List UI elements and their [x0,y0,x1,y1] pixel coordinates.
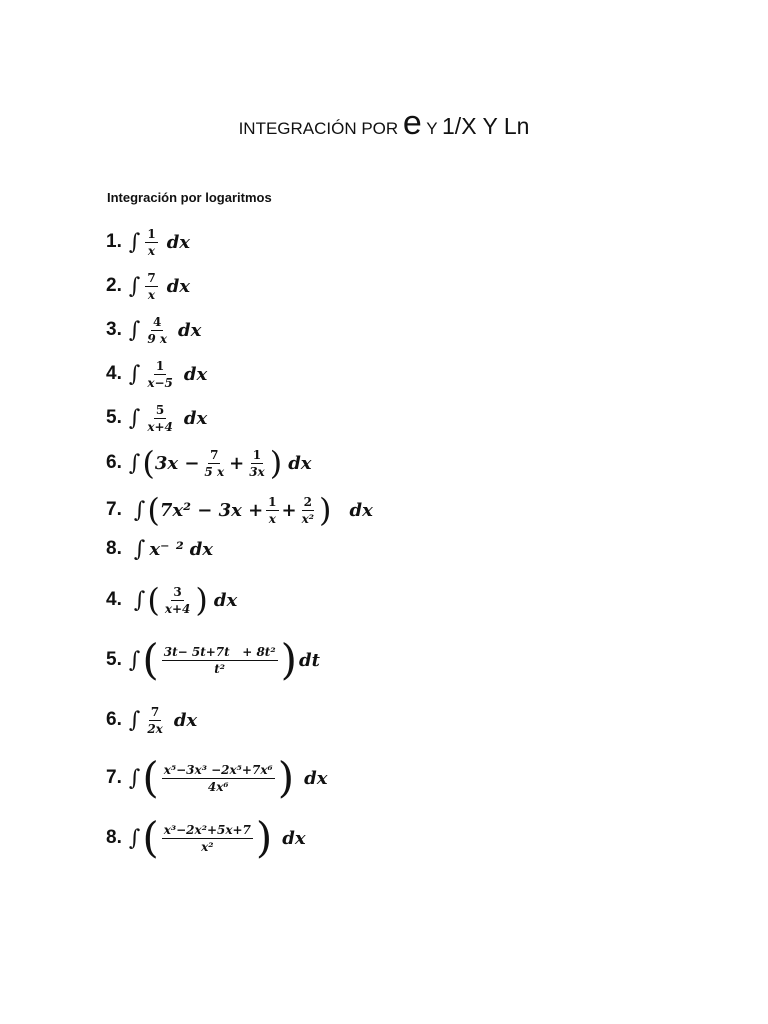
fraction: $\frac{2}{\text{x²}}$ [301,494,315,526]
integral-sign: ∫ [128,707,141,733]
problem-3 [106,310,201,350]
left-paren: ( [147,581,160,619]
problem-number: 6. [106,452,122,473]
integral-sign: ∫ [128,765,141,791]
fraction: $\frac{7}{2x}$ [147,704,163,736]
fraction: $\frac{\text{3t− 5t+7t + 8t²}}{\text{t²}}$ [163,644,276,676]
problem-1 [106,222,190,262]
differential: dx [166,275,191,297]
term: 3x − [154,452,200,474]
problem-8 [106,529,213,569]
differential: dx [304,767,328,789]
fraction: $\frac{1}{x-5}$ [147,358,173,390]
right-paren: ) [195,581,208,619]
differential: dx [288,452,312,474]
fraction: $\frac{7}{5 x}$ [204,447,225,479]
problem-number: 7. [106,767,122,788]
integral-sign: ∫ [133,497,146,523]
integral-sign: ∫ [128,450,141,476]
problem-4b [106,580,237,620]
right-paren: ) [255,813,273,862]
fraction: $\frac{7}{x}$ [147,270,156,302]
differential: dx [166,231,191,253]
right-paren: ) [280,635,297,684]
problem-number: 7. [106,499,122,520]
fraction: $\frac{1}{x}$ [147,226,156,258]
differential: dx [173,709,198,731]
problem-number: 3. [106,319,122,340]
differential: dx [183,407,208,429]
fraction: $\frac{\text{x⁵−3x³ −2x⁵+7x⁶}}{\text{4x⁶}}$ [163,762,273,794]
problem-7 [106,490,373,530]
problem-5b [106,635,320,684]
problem-number: 2. [106,275,122,296]
title-part-2: e [402,104,422,142]
integral-sign: ∫ [128,229,141,255]
fraction: $\frac{4}{9 x}$ [147,314,168,346]
title-part-3: Y [421,119,443,138]
fraction: $\frac{1}{x}$ [268,494,277,526]
differential: dx [213,589,238,611]
problem-7b [106,753,328,802]
problem-4 [106,354,207,394]
plus-sign: + [229,452,245,474]
problem-number: 1. [106,231,122,252]
right-paren: ) [319,491,332,529]
left-paren: ( [142,813,159,862]
integral-sign: ∫ [128,361,141,387]
integral-sign: ∫ [133,587,146,613]
right-paren: ) [277,753,295,802]
integral-sign: ∫ [128,647,141,673]
left-paren: ( [147,491,160,529]
left-paren: ( [142,753,159,802]
integral-sign: ∫ [128,273,141,299]
integral-sign: ∫ [128,825,141,851]
fraction: $\frac{5}{x+4}$ [147,402,173,434]
section-subtitle: Integración por logaritmos [107,190,272,205]
expression: x⁻ ² [149,538,184,560]
fraction: $\frac{1}{3x}$ [249,447,265,479]
document-title [0,104,768,143]
differential: dx [282,827,306,849]
term: 7x² − 3x + [159,499,264,521]
title-part-1: INTEGRACIÓN POR [238,119,403,138]
differential: dt [299,649,320,671]
problem-6 [106,443,312,483]
problem-number: 8. [106,827,122,848]
integral-sign: ∫ [133,536,146,562]
fraction: $\frac{\text{x³−2x²+5x+7}}{\text{x²}}$ [163,822,251,854]
problem-5 [106,398,207,438]
problem-number: 5. [106,649,122,670]
left-paren: ( [142,635,159,684]
right-paren: ) [269,444,283,482]
problem-number: 4. [106,363,122,384]
problem-number: 8. [106,538,122,559]
left-paren: ( [142,444,155,482]
differential: dx [349,499,373,521]
fraction: $\frac{3}{x+4}$ [164,584,191,616]
plus-sign: + [281,499,297,521]
integral-sign: ∫ [128,317,141,343]
problem-number: 5. [106,407,122,428]
problem-number: 4. [106,589,122,610]
differential: dx [178,319,202,341]
integral-sign: ∫ [128,405,141,431]
problem-2 [106,266,190,306]
problem-6b [106,700,197,740]
differential: dx [189,538,214,560]
differential: dx [183,363,208,385]
problem-8b [106,813,306,862]
problem-number: 6. [106,709,122,730]
title-part-4: 1/X Y Ln [442,113,530,139]
